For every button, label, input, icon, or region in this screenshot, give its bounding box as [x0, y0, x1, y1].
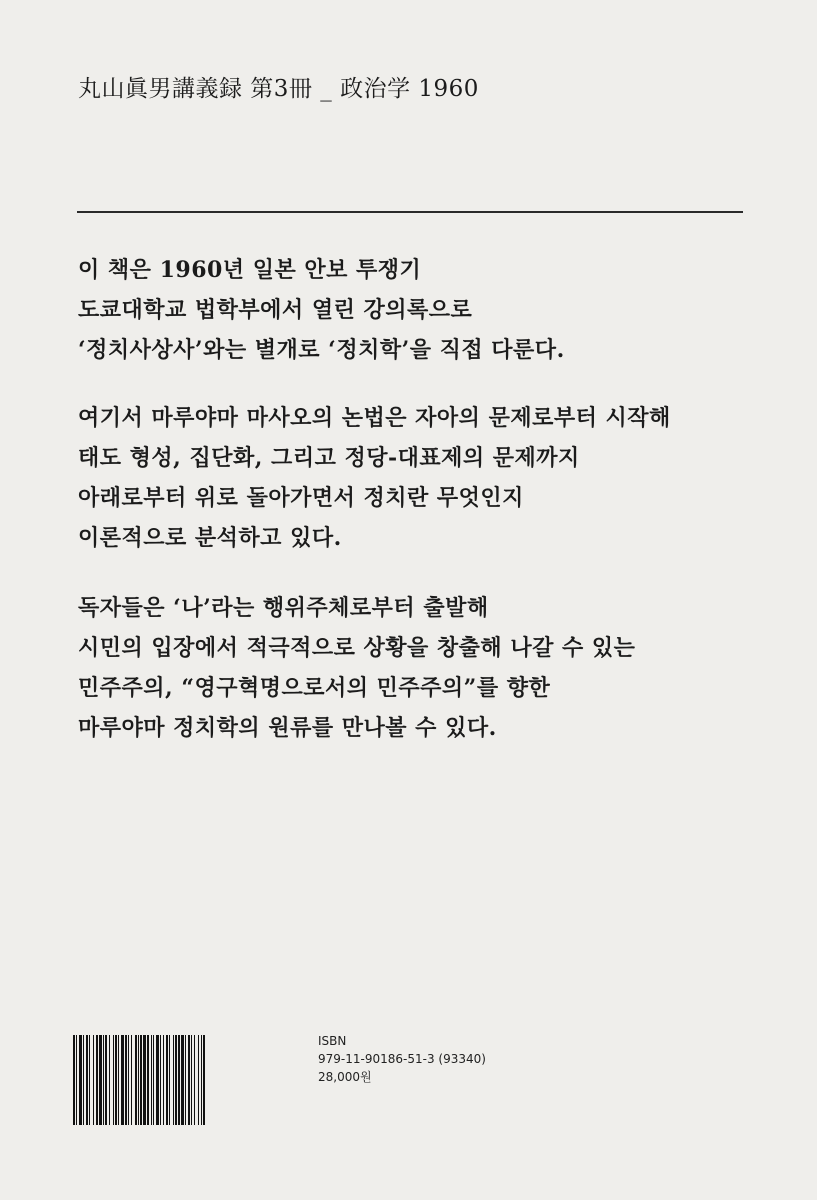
paragraph-line: 마루야마 정치학의 원류를 만나볼 수 있다.	[78, 715, 497, 741]
paragraph-line: 이 책은 1960년 일본 안보 투쟁기	[78, 257, 422, 283]
book-series-title: 丸山眞男講義録 第3冊 _ 政治学 1960	[78, 76, 479, 102]
paragraph-line: 아래로부터 위로 돌아가면서 정치란 무엇인지	[78, 485, 524, 511]
divider-rule	[77, 211, 743, 213]
paragraph-2	[78, 398, 671, 558]
paragraph-line: 시민의 입장에서 적극적으로 상황을 창출해 나갈 수 있는	[78, 635, 636, 661]
isbn-block	[318, 1032, 486, 1086]
price-label: 28,000원	[318, 1070, 372, 1084]
paragraph-3	[78, 588, 635, 748]
isbn-label: ISBN	[318, 1034, 347, 1048]
paragraph-1	[78, 250, 565, 370]
paragraph-line: 여기서 마루야마 마사오의 논법은 자아의 문제로부터 시작해	[78, 405, 671, 431]
paragraph-line: 민주주의, “영구혁명으로서의 민주주의”를 향한	[78, 675, 551, 701]
paragraph-line: 독자들은 ‘나’라는 행위주체로부터 출발해	[78, 595, 489, 621]
paragraph-line: 태도 형성, 집단화, 그리고 정당-대표제의 문제까지	[78, 445, 580, 471]
paragraph-line: 도쿄대학교 법학부에서 열린 강의록으로	[78, 297, 473, 323]
paragraph-line: 이론적으로 분석하고 있다.	[78, 525, 342, 551]
isbn-number: 979-11-90186-51-3 (93340)	[318, 1052, 486, 1066]
barcode-image	[73, 1035, 310, 1125]
paragraph-line: ‘정치사상사’와는 별개로 ‘정치학’을 직접 다룬다.	[78, 337, 565, 363]
